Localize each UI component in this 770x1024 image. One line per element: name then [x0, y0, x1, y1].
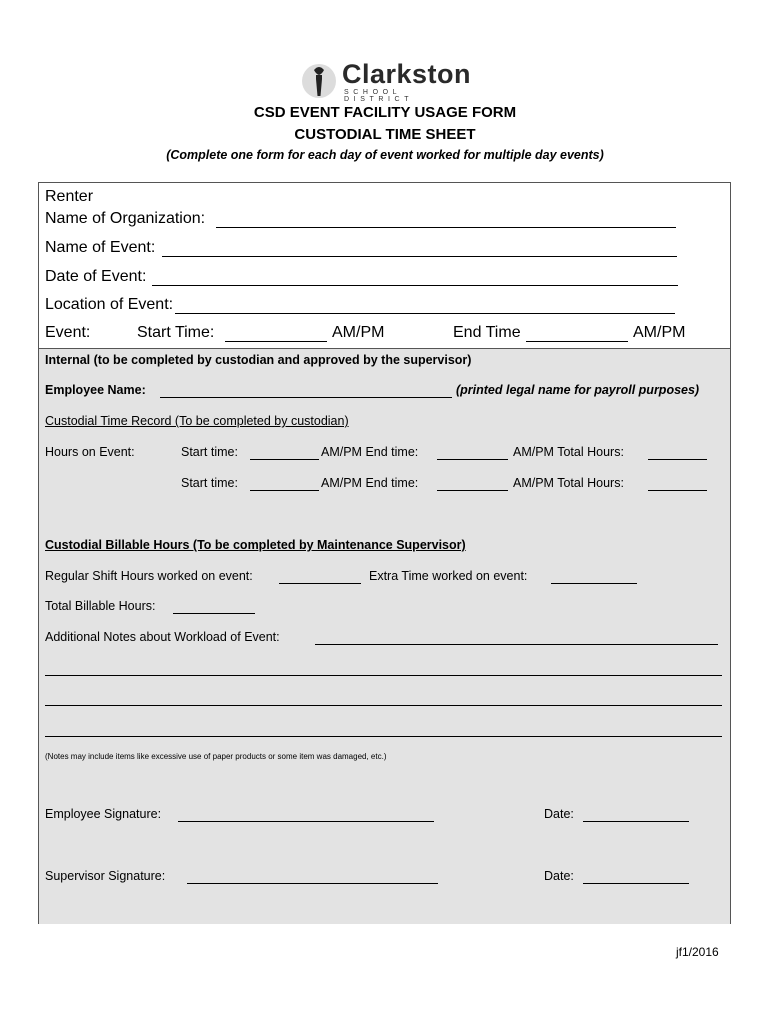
total-billable-label: Total Billable Hours: — [45, 599, 156, 613]
logo-name: Clarkston — [342, 59, 472, 89]
total-hours-field-2[interactable] — [648, 490, 707, 491]
date-label: Date of Event: — [45, 268, 147, 285]
end-time-field-2[interactable] — [437, 490, 508, 491]
employee-name-field[interactable] — [160, 397, 452, 398]
form-code: jf1/2016 — [676, 945, 719, 959]
notes-field-2[interactable] — [45, 675, 722, 676]
start-time-label-1: Start time: — [181, 445, 238, 459]
date-field[interactable] — [152, 285, 678, 286]
logo-subtitle: SCHOOL DISTRICT — [344, 89, 414, 103]
hours-on-event-label: Hours on Event: — [45, 445, 135, 459]
employee-signature-label: Employee Signature: — [45, 807, 162, 821]
total-hours-field-1[interactable] — [648, 459, 707, 460]
total-hours-label-2: AM/PM Total Hours: — [513, 476, 624, 490]
notes-hint: (Notes may include items like excessive use of paper products or some item was damaged, etc.) — [45, 752, 387, 761]
employee-date-field[interactable] — [583, 821, 689, 822]
end-time-label-1: AM/PM End time: — [321, 445, 419, 459]
employee-signature-field[interactable] — [178, 821, 434, 822]
end-time-label-2: AM/PM End time: — [321, 476, 419, 490]
event-name-label: Name of Event: — [45, 239, 156, 256]
total-billable-field[interactable] — [173, 613, 255, 614]
form-instruction: (Complete one form for each day of event worked for multiple day events) — [166, 148, 604, 162]
internal-heading: Internal (to be completed by custodian and approved by the supervisor) — [45, 353, 472, 367]
additional-notes-label: Additional Notes about Workload of Event: — [45, 630, 280, 644]
start-time-label-2: Start time: — [181, 476, 238, 490]
extra-time-label: Extra Time worked on event: — [369, 569, 528, 583]
time-record-heading: Custodial Time Record (To be completed by custodian) — [45, 414, 349, 428]
org-label: Name of Organization: — [45, 210, 206, 227]
employee-name-note: (printed legal name for payroll purposes) — [456, 383, 700, 397]
internal-section — [39, 348, 730, 924]
billable-hours-heading: Custodial Billable Hours (To be completed by Maintenance Supervisor) — [45, 538, 466, 552]
clarkston-logo — [302, 59, 472, 103]
form-title: CSD EVENT FACILITY USAGE FORM — [253, 104, 517, 121]
end-time-field-1[interactable] — [437, 459, 508, 460]
notes-field-3[interactable] — [45, 705, 722, 706]
supervisor-signature-label: Supervisor Signature: — [45, 869, 166, 883]
org-field[interactable] — [216, 227, 676, 228]
end-ampm: AM/PM — [633, 324, 686, 341]
start-time-field-1[interactable] — [250, 459, 319, 460]
event-name-field[interactable] — [162, 256, 677, 257]
end-time-label: End Time — [453, 324, 521, 341]
total-hours-label-1: AM/PM Total Hours: — [513, 445, 624, 459]
renter-section — [39, 183, 730, 348]
supervisor-date-field[interactable] — [583, 883, 689, 884]
notes-field-4[interactable] — [45, 736, 722, 737]
notes-field-1[interactable] — [315, 644, 718, 645]
supervisor-date-label: Date: — [544, 869, 574, 883]
form-subtitle: CUSTODIAL TIME SHEET — [294, 126, 476, 143]
torch-icon — [302, 62, 336, 100]
supervisor-signature-field[interactable] — [187, 883, 438, 884]
employee-name-label: Employee Name: — [45, 383, 146, 397]
event-label: Event: — [45, 324, 91, 341]
form-box — [38, 182, 731, 924]
renter-heading: Renter — [45, 188, 94, 205]
start-time-label: Start Time: — [137, 324, 215, 341]
location-label: Location of Event: — [45, 296, 174, 313]
regular-shift-field[interactable] — [279, 583, 361, 584]
location-field[interactable] — [175, 313, 675, 314]
end-time-field[interactable] — [526, 341, 628, 342]
extra-time-field[interactable] — [551, 583, 637, 584]
start-time-field[interactable] — [225, 341, 327, 342]
regular-shift-label: Regular Shift Hours worked on event: — [45, 569, 253, 583]
start-time-field-2[interactable] — [250, 490, 319, 491]
start-ampm: AM/PM — [332, 324, 385, 341]
employee-date-label: Date: — [544, 807, 574, 821]
